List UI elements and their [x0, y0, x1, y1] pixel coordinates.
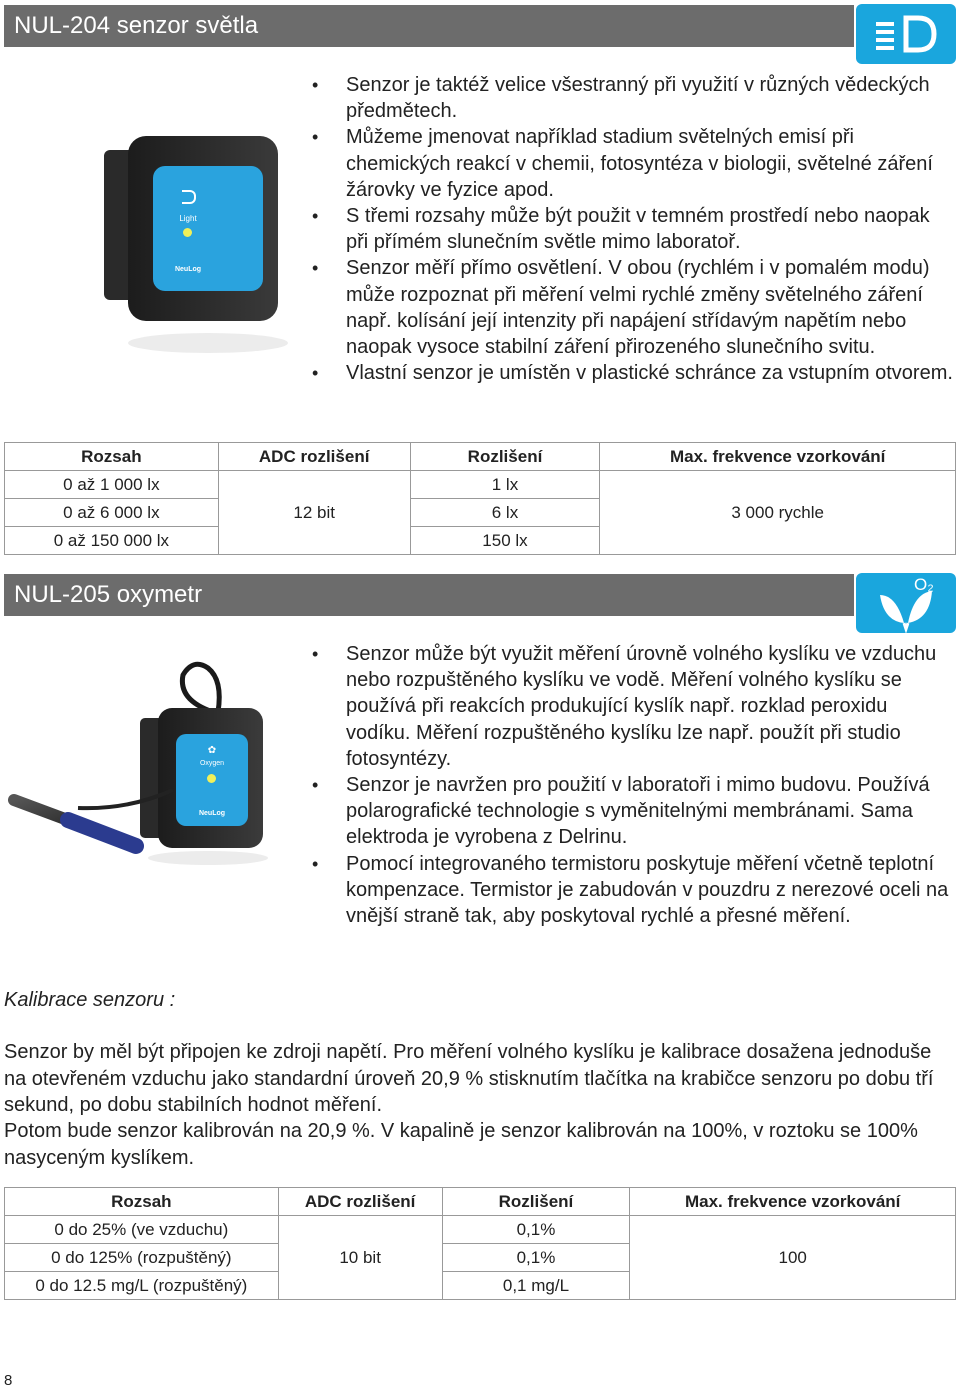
light-icon — [856, 4, 956, 64]
table-cell-resolution: 0,1% — [442, 1244, 630, 1272]
table-cell-adc: 10 bit — [278, 1216, 442, 1300]
table-header: Max. frekvence vzorkování — [630, 1188, 956, 1216]
table-cell-resolution: 0,1 mg/L — [442, 1272, 630, 1300]
table-cell-range: 0 do 25% (ve vzduchu) — [5, 1216, 279, 1244]
oxygen-leaf-icon — [856, 573, 956, 633]
table-cell-max-freq: 3 000 rychle — [600, 471, 956, 555]
list-item: • Vlastní senzor je umístěn v plastické schránce za vstupním otvorem. — [310, 360, 956, 386]
table-cell-resolution: 6 lx — [410, 499, 600, 527]
device-led — [183, 228, 192, 237]
table-cell-range: 0 do 12.5 mg/L (rozpuštěný) — [5, 1272, 279, 1300]
table-header: Max. frekvence vzorkování — [600, 443, 956, 471]
oxygen-sensor-device-image — [8, 660, 298, 875]
table-header: Rozlišení — [410, 443, 600, 471]
calibration-text: Senzor by měl být připojen ke zdroji napětí. Pro měření volného kyslíku je kalibrace dosažena jednoduše na otevřeném vzduchu jako standardní úroveň 20,9 % stisknutím tlačítka na krabičce senzoru po dobu tří sekund, po dobu stabilních hodnot měření. — [4, 1041, 934, 1116]
light-sensor-bullets — [310, 72, 956, 386]
oxymeter-bullets — [310, 641, 956, 929]
table-cell-range: 0 až 150 000 lx — [5, 527, 219, 555]
oxymeter-spec-table — [4, 1187, 956, 1300]
calibration-text-2: Potom bude senzor kalibrován na 20,9 %. V kapalině je senzor kalibrován na 100%, v roztoku se 100% nasyceným kyslíkem. — [4, 1120, 918, 1169]
table-cell-resolution: 0,1% — [442, 1216, 630, 1244]
list-item: • Senzor měří přímo osvětlení. V obou (rychlém i v pomalém modu) může rozpoznat při měření velmi rychlé změny světelného záření např. kolísání její intenzity při napájení střídavým napětím nebo naopak vysoce stabilní záření přirozeného slunečního svitu. — [310, 255, 956, 360]
device-brand: NeuLog — [174, 266, 202, 273]
table-header: Rozsah — [5, 1188, 279, 1216]
light-sensor-device-image — [98, 128, 288, 368]
page-number: 8 — [4, 1372, 13, 1389]
table-cell-range: 0 až 6 000 lx — [5, 499, 219, 527]
table-cell-adc: 12 bit — [218, 471, 410, 555]
list-item: • Pomocí integrovaného termistoru poskytuje měření včetně teplotní kompenzace. Termistor je zabudován v pouzdru z nerezové oceli na vnější straně tak, aby poskytoval rychlé a přesné měření. — [310, 851, 956, 930]
list-item: • Senzor je navržen pro použití v laboratoři i mimo budovu. Používá polarografické technologie s vyměnitelnými membránami. Sama elektroda je vyrobena z Delrinu. — [310, 772, 956, 851]
table-cell-resolution: 150 lx — [410, 527, 600, 555]
table-cell-range: 0 do 125% (rozpuštěný) — [5, 1244, 279, 1272]
table-header: ADC rozlišení — [278, 1188, 442, 1216]
light-sensor-spec-table — [4, 442, 956, 555]
device-led — [207, 774, 216, 783]
list-item: • Můžeme jmenovat například stadium světelných emisí při chemických reakcí v chemii, fotosyntéza v biologii, světelné záření žárovky ve fyzice apod. — [310, 124, 956, 203]
section-title-oxymeter: NUL-205 oxymetr — [4, 574, 854, 616]
section-title-light-sensor: NUL-204 senzor světla — [4, 5, 854, 47]
device-brand: NeuLog — [198, 810, 226, 817]
table-cell-max-freq: 100 — [630, 1216, 956, 1300]
table-cell-resolution: 1 lx — [410, 471, 600, 499]
table-header: ADC rozlišení — [218, 443, 410, 471]
list-item: • S třemi rozsahy může být použit v temném prostředí nebo naopak při přímém slunečním světle mimo laboratoř. — [310, 203, 956, 255]
table-header: Rozlišení — [442, 1188, 630, 1216]
device-label: Light — [179, 214, 197, 223]
list-item: • Senzor je taktéž velice všestranný při využití v různých vědeckých předmětech. — [310, 72, 956, 124]
light-device-icon — [182, 190, 196, 204]
table-header: Rozsah — [5, 443, 219, 471]
calibration-heading: Kalibrace senzoru : — [4, 989, 176, 1011]
device-label: Oxygen — [199, 760, 225, 767]
leaf-device-icon: ✿ — [207, 745, 217, 756]
o2-label: O₂ — [914, 575, 934, 594]
table-cell-range: 0 až 1 000 lx — [5, 471, 219, 499]
list-item: • Senzor může být využit měření úrovně volného kyslíku ve vzduchu nebo rozpuštěného kyslíku ve vodě. Měření volného kyslíku se používá při reakcích produkující kyslík např. rozklad peroxidu vodíku. Měření rozpuštěného kyslíku lze např. použít při studio fotosyntézy. — [310, 641, 956, 772]
